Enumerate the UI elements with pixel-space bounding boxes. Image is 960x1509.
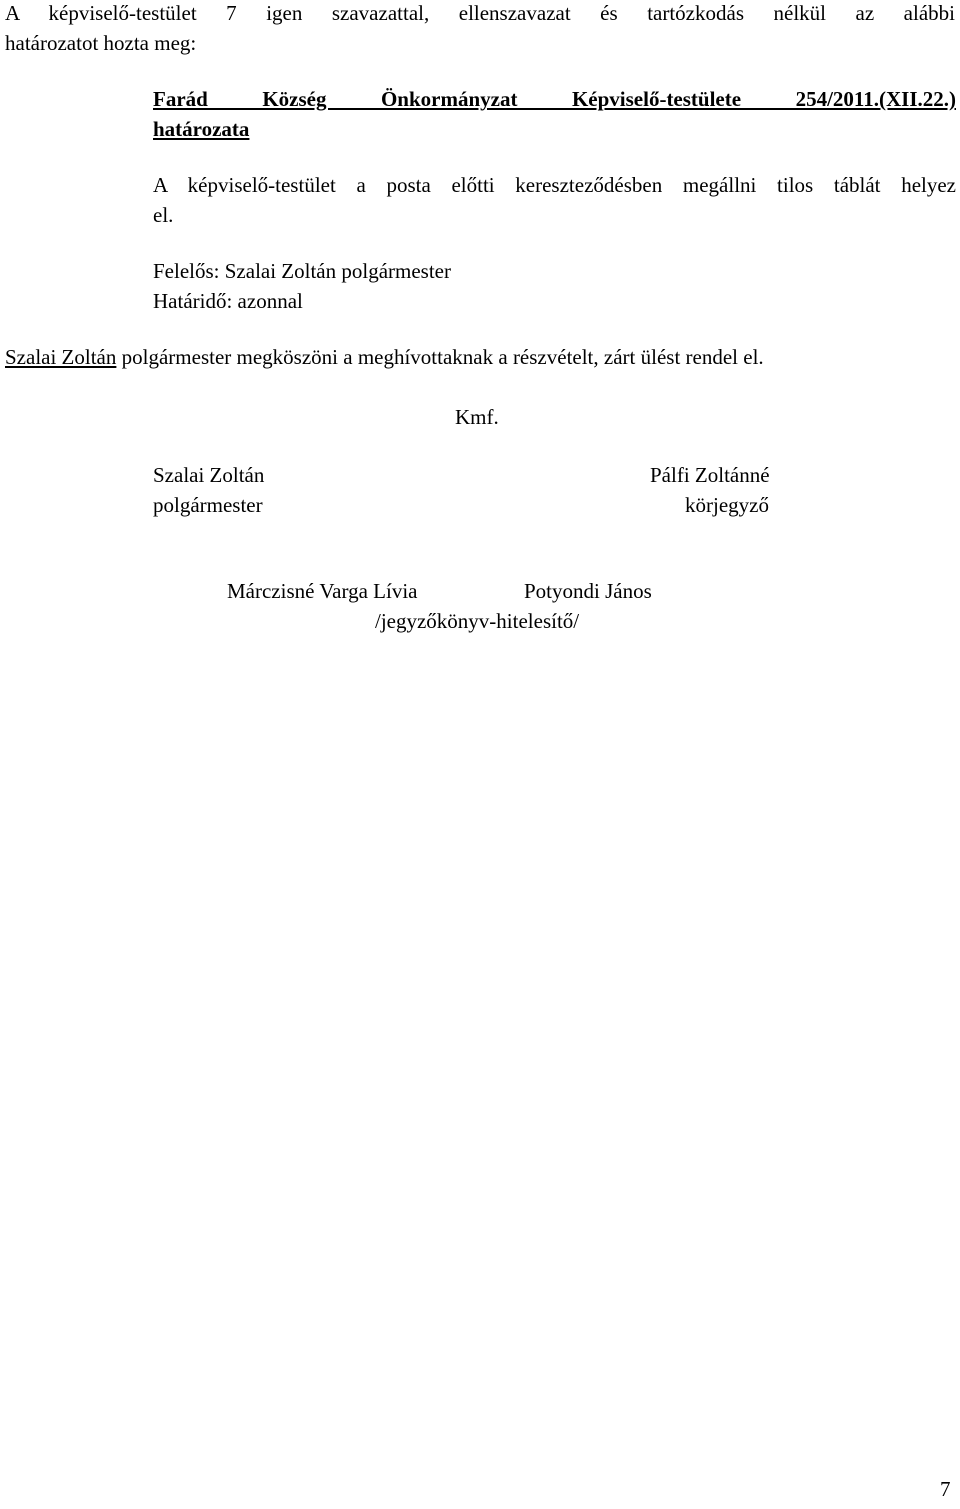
resolution-body-line-2: el.: [153, 203, 174, 227]
resolution-body-line-1: A képviselő-testület a posta előtti kereszteződésben megállni tilos táblát helyez: [153, 173, 956, 197]
authenticator-role: /jegyzőkönyv-hitelesítő/: [375, 609, 580, 633]
resolution-title-line-2: határozata: [153, 117, 250, 141]
authenticator-name-2: Potyondi János: [524, 579, 652, 603]
intro-line-2: határozatot hozta meg:: [5, 31, 197, 55]
signature-left-title: polgármester: [153, 493, 263, 517]
resolution-title-line-1: Farád Község Önkormányzat Képviselő-testülete 254/2011.(XII.22.): [153, 87, 956, 111]
closing-text: polgármester megköszöni a meghívottaknak a részvételt, zárt ülést rendel el.: [116, 345, 764, 369]
responsible-person: Felelős: Szalai Zoltán polgármester: [153, 259, 451, 283]
closing-speaker: Szalai Zoltán: [5, 345, 117, 369]
intro-line-1: A képviselő-testület 7 igen szavazattal, ellenszavazat és tartózkodás nélkül az alábbi: [5, 1, 955, 25]
signature-left-name: Szalai Zoltán: [153, 463, 265, 487]
kmf-label: Kmf.: [455, 405, 499, 429]
signature-right-title: körjegyző: [685, 493, 769, 517]
signature-right-name: Pálfi Zoltánné: [650, 463, 770, 487]
closing-statement: [5, 342, 764, 372]
authenticator-name-1: Márczisné Varga Lívia: [227, 579, 418, 603]
page-number: 7: [940, 1477, 951, 1501]
deadline: Határidő: azonnal: [153, 289, 303, 313]
